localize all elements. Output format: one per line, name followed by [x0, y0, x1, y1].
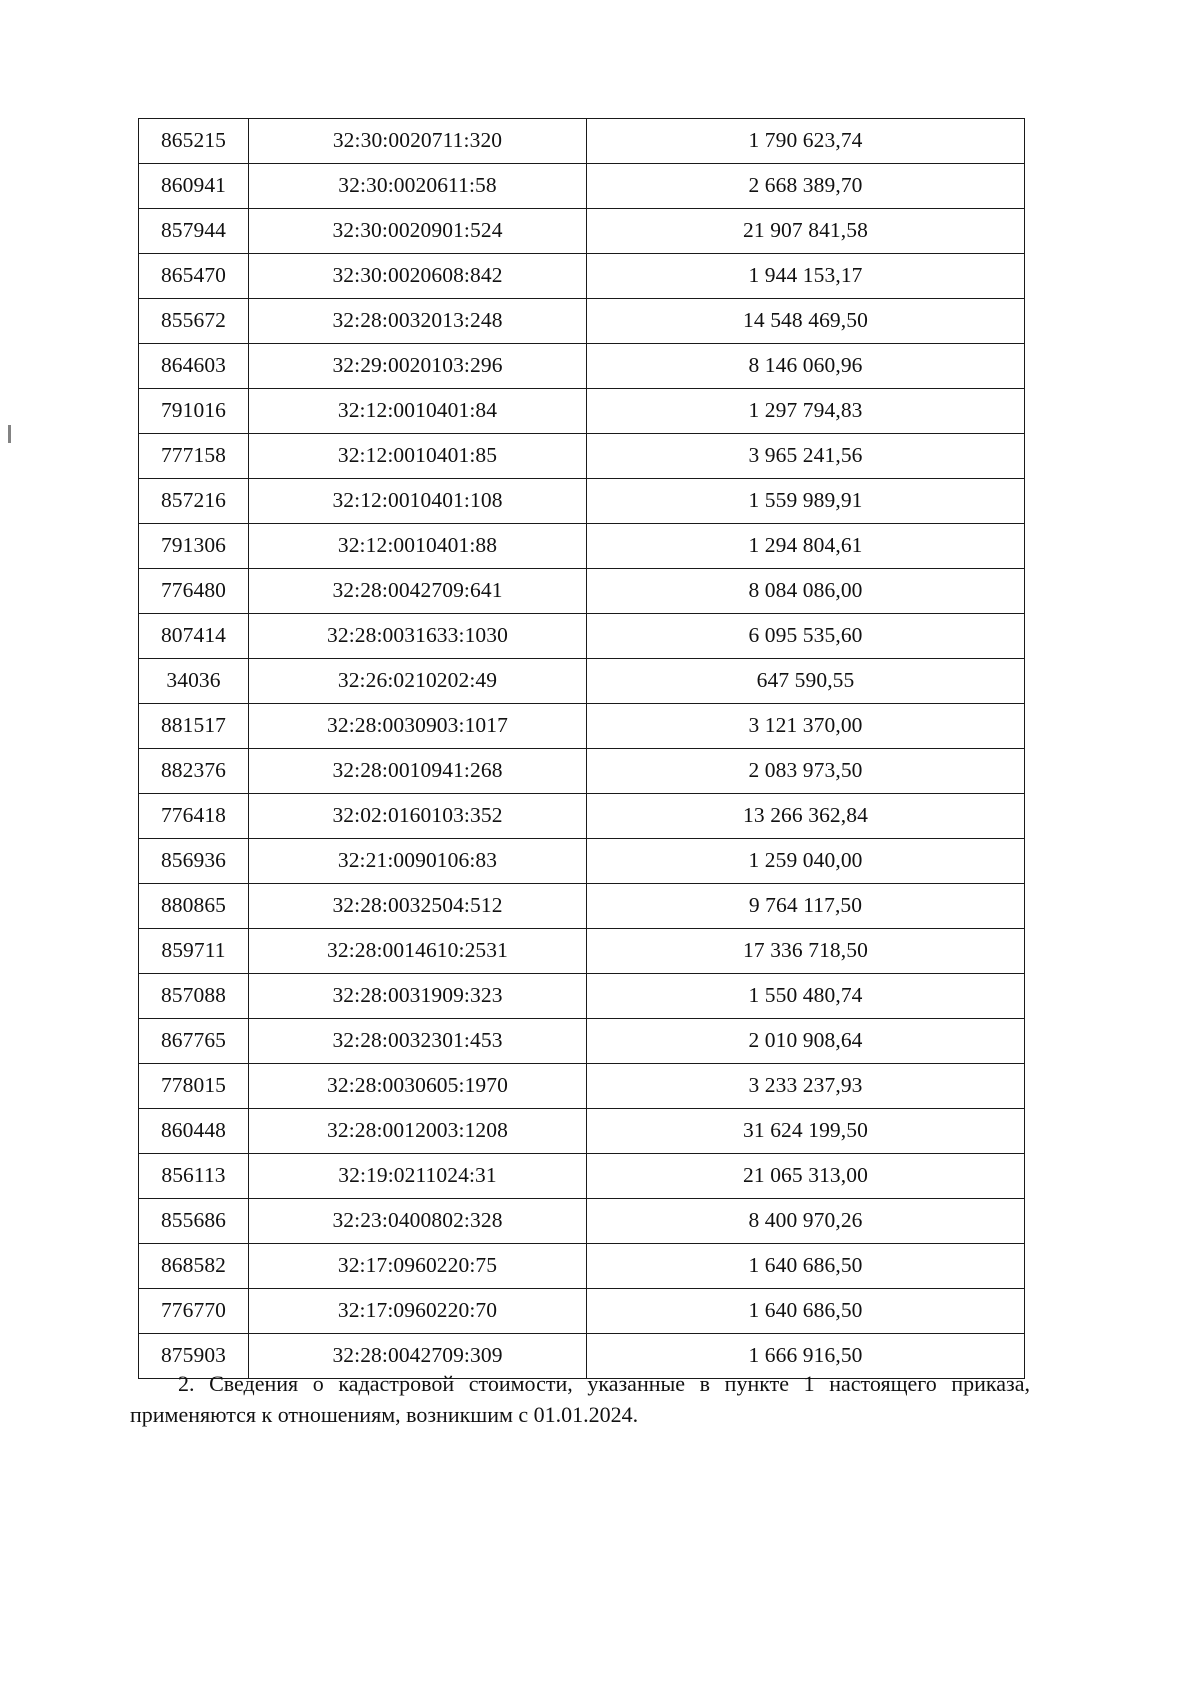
- cell-cadastral-number: 32:28:0030903:1017: [249, 704, 587, 749]
- cell-value: 3 965 241,56: [587, 434, 1025, 479]
- cell-value: 1 666 916,50: [587, 1334, 1025, 1379]
- cell-id: 868582: [139, 1244, 249, 1289]
- table-row: [139, 1199, 1025, 1244]
- cell-value: 8 146 060,96: [587, 344, 1025, 389]
- cell-cadastral-number: 32:12:0010401:108: [249, 479, 587, 524]
- paragraph-text: 2. Сведения о кадастровой стоимости, указанные в пункте 1 настоящего приказа, применяются к отношениям, возникшим с 01.01.2024.: [130, 1371, 1030, 1428]
- table-row: [139, 974, 1025, 1019]
- cell-value: 17 336 718,50: [587, 929, 1025, 974]
- cell-cadastral-number: 32:28:0032504:512: [249, 884, 587, 929]
- table-row: [139, 839, 1025, 884]
- table-row: [139, 434, 1025, 479]
- cell-id: 776418: [139, 794, 249, 839]
- cell-value: 1 259 040,00: [587, 839, 1025, 884]
- cell-value: 1 559 989,91: [587, 479, 1025, 524]
- table-row: [139, 479, 1025, 524]
- cell-value: 21 907 841,58: [587, 209, 1025, 254]
- cell-id: 776480: [139, 569, 249, 614]
- cell-id: 807414: [139, 614, 249, 659]
- cell-value: 647 590,55: [587, 659, 1025, 704]
- cell-cadastral-number: 32:28:0014610:2531: [249, 929, 587, 974]
- cell-value: 9 764 117,50: [587, 884, 1025, 929]
- cell-id: 881517: [139, 704, 249, 749]
- table-row: [139, 389, 1025, 434]
- cell-value: 2 668 389,70: [587, 164, 1025, 209]
- cell-value: 13 266 362,84: [587, 794, 1025, 839]
- table-row: [139, 344, 1025, 389]
- cell-value: 1 550 480,74: [587, 974, 1025, 1019]
- table-row: [139, 1244, 1025, 1289]
- cell-value: 3 121 370,00: [587, 704, 1025, 749]
- cell-id: 791016: [139, 389, 249, 434]
- closing-paragraph: [130, 1368, 1030, 1430]
- cell-id: 859711: [139, 929, 249, 974]
- table-row: [139, 1019, 1025, 1064]
- cell-id: 777158: [139, 434, 249, 479]
- cell-cadastral-number: 32:30:0020901:524: [249, 209, 587, 254]
- cell-cadastral-number: 32:28:0030605:1970: [249, 1064, 587, 1109]
- cell-id: 875903: [139, 1334, 249, 1379]
- cell-value: 2 083 973,50: [587, 749, 1025, 794]
- cell-value: 1 640 686,50: [587, 1289, 1025, 1334]
- cell-value: 1 790 623,74: [587, 119, 1025, 164]
- cell-id: 867765: [139, 1019, 249, 1064]
- cell-id: 864603: [139, 344, 249, 389]
- cell-value: 8 084 086,00: [587, 569, 1025, 614]
- cell-value: 21 065 313,00: [587, 1154, 1025, 1199]
- cell-cadastral-number: 32:28:0012003:1208: [249, 1109, 587, 1154]
- cell-cadastral-number: 32:28:0042709:641: [249, 569, 587, 614]
- cell-value: 6 095 535,60: [587, 614, 1025, 659]
- table-row: [139, 749, 1025, 794]
- cell-id: 855672: [139, 299, 249, 344]
- cell-cadastral-number: 32:28:0032301:453: [249, 1019, 587, 1064]
- cell-cadastral-number: 32:02:0160103:352: [249, 794, 587, 839]
- cell-id: 34036: [139, 659, 249, 704]
- cell-cadastral-number: 32:21:0090106:83: [249, 839, 587, 884]
- cell-cadastral-number: 32:29:0020103:296: [249, 344, 587, 389]
- cell-cadastral-number: 32:17:0960220:75: [249, 1244, 587, 1289]
- table-row: [139, 119, 1025, 164]
- cell-cadastral-number: 32:28:0031909:323: [249, 974, 587, 1019]
- cell-cadastral-number: 32:26:0210202:49: [249, 659, 587, 704]
- cell-value: 2 010 908,64: [587, 1019, 1025, 1064]
- cell-id: 882376: [139, 749, 249, 794]
- cell-value: 1 297 794,83: [587, 389, 1025, 434]
- cell-cadastral-number: 32:30:0020611:58: [249, 164, 587, 209]
- cell-cadastral-number: 32:28:0010941:268: [249, 749, 587, 794]
- cell-cadastral-number: 32:28:0042709:309: [249, 1334, 587, 1379]
- cell-id: 860448: [139, 1109, 249, 1154]
- cell-cadastral-number: 32:28:0031633:1030: [249, 614, 587, 659]
- table-row: [139, 884, 1025, 929]
- cell-value: 1 640 686,50: [587, 1244, 1025, 1289]
- cell-cadastral-number: 32:12:0010401:84: [249, 389, 587, 434]
- cell-value: 14 548 469,50: [587, 299, 1025, 344]
- table-row: [139, 209, 1025, 254]
- cell-id: 865470: [139, 254, 249, 299]
- cell-value: 8 400 970,26: [587, 1199, 1025, 1244]
- cell-id: 776770: [139, 1289, 249, 1334]
- cell-id: 855686: [139, 1199, 249, 1244]
- cell-cadastral-number: 32:17:0960220:70: [249, 1289, 587, 1334]
- table-row: [139, 1064, 1025, 1109]
- table-row: [139, 1154, 1025, 1199]
- cell-id: 865215: [139, 119, 249, 164]
- cell-id: 857216: [139, 479, 249, 524]
- cell-cadastral-number: 32:28:0032013:248: [249, 299, 587, 344]
- cell-cadastral-number: 32:12:0010401:85: [249, 434, 587, 479]
- cell-cadastral-number: 32:30:0020608:842: [249, 254, 587, 299]
- cell-id: 860941: [139, 164, 249, 209]
- table-row: [139, 1109, 1025, 1154]
- table-row: [139, 569, 1025, 614]
- cell-value: 31 624 199,50: [587, 1109, 1025, 1154]
- table-row: [139, 254, 1025, 299]
- cell-cadastral-number: 32:23:0400802:328: [249, 1199, 587, 1244]
- cell-id: 880865: [139, 884, 249, 929]
- table-row: [139, 929, 1025, 974]
- cell-value: 1 944 153,17: [587, 254, 1025, 299]
- cell-cadastral-number: 32:19:0211024:31: [249, 1154, 587, 1199]
- table-row: [139, 704, 1025, 749]
- cell-id: 856113: [139, 1154, 249, 1199]
- cell-id: 778015: [139, 1064, 249, 1109]
- margin-mark: [8, 425, 11, 443]
- cell-id: 857088: [139, 974, 249, 1019]
- table-row: [139, 614, 1025, 659]
- cadastral-value-table: [138, 118, 1025, 1379]
- cell-value: 3 233 237,93: [587, 1064, 1025, 1109]
- cell-id: 857944: [139, 209, 249, 254]
- table-row: [139, 659, 1025, 704]
- cell-id: 856936: [139, 839, 249, 884]
- cell-value: 1 294 804,61: [587, 524, 1025, 569]
- cell-cadastral-number: 32:12:0010401:88: [249, 524, 587, 569]
- table-row: [139, 1289, 1025, 1334]
- table-row: [139, 164, 1025, 209]
- table-row: [139, 794, 1025, 839]
- cell-cadastral-number: 32:30:0020711:320: [249, 119, 587, 164]
- cell-id: 791306: [139, 524, 249, 569]
- table-row: [139, 524, 1025, 569]
- table-row: [139, 299, 1025, 344]
